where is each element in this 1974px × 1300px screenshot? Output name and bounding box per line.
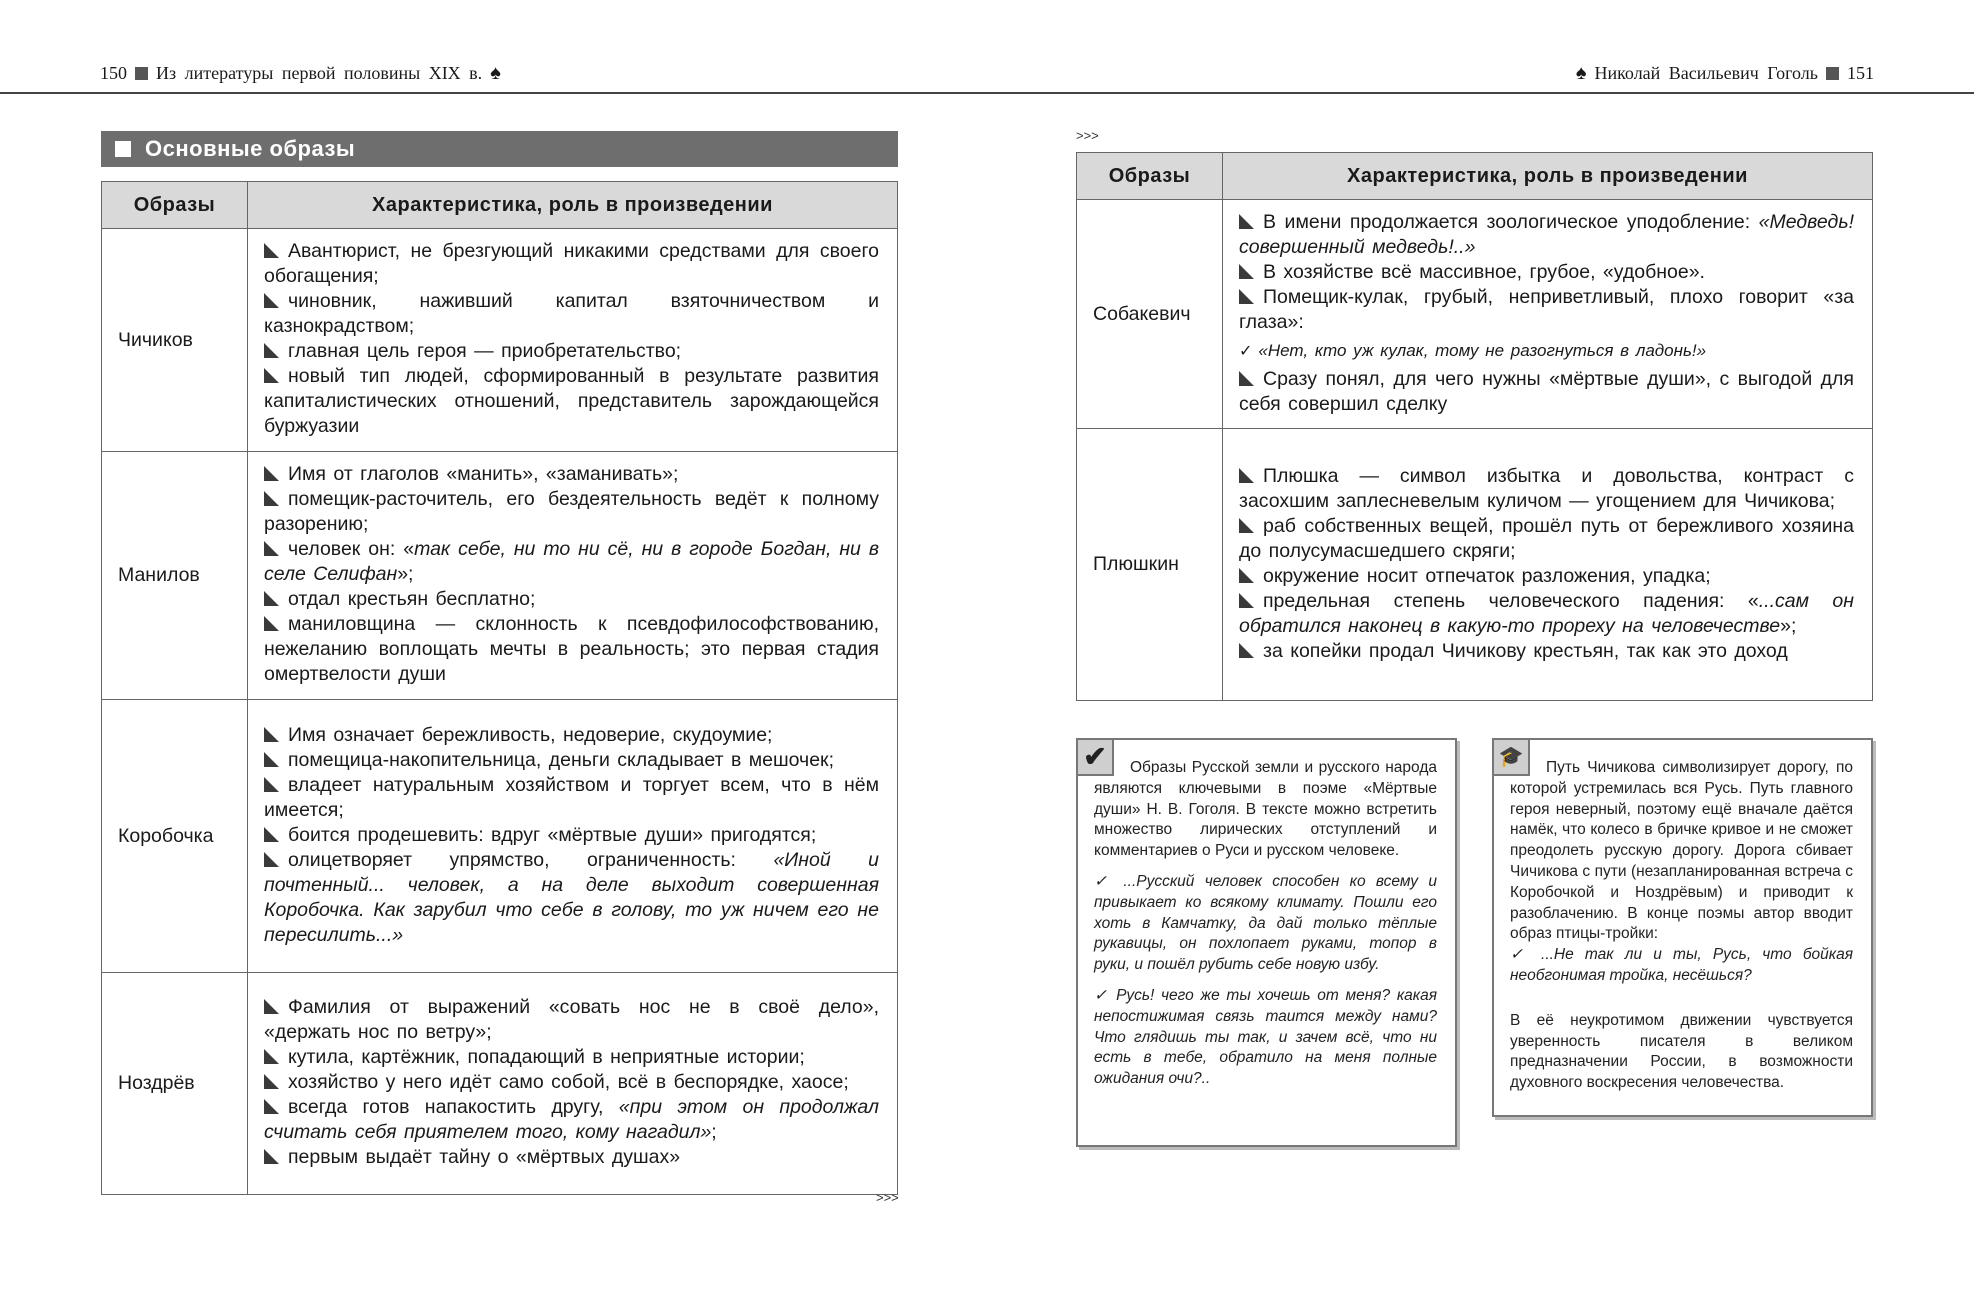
description-item [264,1096,879,1143]
character-description [248,973,898,1195]
item-text: Плюшка — символ избытка и довольства, контраст с засохшим заплесневелым куличом — угощением для Чичикова; [1239,464,1854,512]
character-name: Плюшкин [1077,429,1223,701]
table-row [102,452,898,700]
item-text: человек он: « [288,538,415,560]
bullet-triangle-icon [1239,518,1254,533]
quote-text: «Нет, кто уж кулак, тому не разогнуться в ладонь!» [1258,340,1707,360]
note-quote [1094,986,1437,1090]
item-text: Авантюрист, не брезгующий никакими средствами для своего обогащения; [264,240,879,287]
table-header-row [1077,153,1873,200]
character-name: Манилов [102,452,248,700]
bullet-triangle-icon [1239,593,1254,608]
bullet-triangle-icon [264,827,279,842]
description-item [264,365,879,437]
bullet-triangle-icon [264,616,279,631]
description-item [264,774,879,821]
item-text: за копейки продал Чичикову крестьян, так как это доход [1263,639,1788,662]
item-text: помещик-расточитель, его бездеятельность ведёт к полному разорению; [264,488,879,535]
note-quote [1094,872,1437,976]
character-name: Чичиков [102,229,248,452]
character-description [248,229,898,452]
description-item [1239,640,1788,662]
continue-mark: >>> [876,1190,899,1205]
column-header: Образы [1077,153,1223,200]
column-header: Образы [102,182,248,229]
item-text: чиновник, наживший капитал взяточничеством и казнокрадством; [264,290,879,337]
square-icon [115,141,131,157]
bullet-triangle-icon [264,1149,279,1164]
bullet-triangle-icon [264,852,279,867]
images-table-right [1076,152,1873,701]
section-heading [101,131,898,167]
description-item [264,996,879,1043]
description-item [264,1146,680,1168]
character-description [248,700,898,973]
page-number-left: 150 [100,63,127,83]
character-name: Коробочка [102,700,248,973]
quote-text: ...Не так ли и ты, Русь, что бойкая необгонимая тройка, несёшься? [1510,946,1853,984]
item-text: раб собственных вещей, прошёл путь от бережливого хозяина до полусумасшедшего скряги; [1239,514,1854,562]
bullet-triangle-icon [264,1074,279,1089]
note-intro: Образы Русской земли и русского народа являются ключевыми в поэме «Мёртвые души» Н. В. Гоголя. В тексте можно встретить множество лирических отступлений и комментариев о Руси и русском человеке. [1094,759,1437,860]
description-item [264,724,772,746]
table-row [102,229,898,452]
description-item [264,849,879,946]
check-icon: ✓ [1094,872,1113,890]
item-text: »; [397,563,414,585]
bullet-triangle-icon [1239,371,1254,386]
description-item [1239,261,1705,283]
item-text: Имя от глаголов «манить», «заманивать»; [288,463,679,485]
square-icon [135,67,148,80]
bullet-triangle-icon [1239,643,1254,658]
bullet-triangle-icon [1239,264,1254,279]
note-box-road [1492,738,1873,1117]
table-row [102,700,898,973]
quote-text: ...сам он обратился наконец в какую-то прореху на человечестве [1239,589,1854,637]
bullet-triangle-icon [1239,289,1254,304]
table-header-row [102,182,898,229]
running-title-right: Николай Васильевич Гоголь [1594,63,1818,83]
description-item [1239,338,1706,364]
description-item [264,749,834,771]
quote-text: Русь! чего же ты хочешь от меня? какая непостижимая связь таится между нами? Что глядишь ты так, и зачем всё, что ни есть в тебе, обратило на меня полные ожидания очи?.. [1094,986,1437,1088]
item-text: кутила, картёжник, попадающий в неприятные истории; [288,1046,805,1068]
quote-text: так себе, ни то ни сё, ни в городе Богдан, ни в селе Селифан [264,538,879,585]
graduation-cap-icon: 🎓 [1494,740,1530,776]
description-item [1239,286,1854,333]
description-item [1239,515,1854,562]
bullet-triangle-icon [264,368,279,383]
description-item [264,240,879,287]
item-text: Имя означает бережливость, недоверие, скудоумие; [288,723,773,746]
description-item [264,463,678,485]
item-text: отдал крестьян бесплатно; [288,588,536,610]
bullet-triangle-icon [264,1099,279,1114]
note-intro: Путь Чичикова символизирует дорогу, по которой устремилась вся Русь. Путь главного героя неверный, поэтому ещё вначале даётся намёк, что колесо в бричке кривое и не сможет преодолеть русскую дорогу. Дорога сбивает Чичикова с пути (незапланированная встреча с Коробочкой и Ноздрёвым) и приводит к разоблачению. В конце поэмы автор вводит образ птицы-тройки: [1510,759,1853,943]
quote-text: ...Русский человек способен ко всему и привыкает ко всякому климату. Пошли его хоть в Камчатку, да дай только тёплые рукавицы, он похлопает руками, топор в руки, и пошёл рубить себе новую избу. [1094,872,1437,974]
check-icon: ✓ [1239,342,1253,360]
note-quote [1510,945,1853,987]
bullet-triangle-icon [264,466,279,481]
description-item [1239,565,1711,587]
table-row [1077,200,1873,429]
running-title-left: Из литературы первой половины XIX в. [156,63,483,83]
description-item [264,290,879,337]
item-text: окружение носит отпечаток разложения, упадка; [1263,564,1711,587]
bullet-triangle-icon [264,727,279,742]
item-text: олицетворяет упрямство, ограниченность: [288,848,774,871]
bullet-triangle-icon [264,293,279,308]
item-text: хозяйство у него идёт само собой, всё в беспорядке, хаосе; [288,1071,849,1093]
table-row [102,973,898,1195]
item-text: предельная степень человеческого падения: « [1263,589,1759,612]
bullet-triangle-icon [264,541,279,556]
page-number-right: 151 [1847,63,1874,83]
table-row [1077,429,1873,701]
item-text: Фамилия от выражений «совать нос не в своё дело», «держать нос по ветру»; [264,996,879,1043]
bullet-triangle-icon [264,343,279,358]
bullet-triangle-icon [1239,568,1254,583]
bullet-triangle-icon [264,491,279,506]
description-item [264,340,681,362]
note-box-russia [1076,738,1457,1147]
description-item [264,613,879,685]
check-icon: ✓ [1094,986,1110,1004]
note-outro: В её неукротимом движении чувствуется уверенность писателя в великом предназначении России, в возможности духовного воскресения человечества. [1510,1011,1853,1092]
check-icon: ✓ [1510,946,1530,964]
item-text: первым выдаёт тайну о «мёртвых душах» [288,1146,681,1168]
item-text: Помещик-кулак, грубый, неприветливый, плохо говорит «за глаза»: [1239,285,1854,333]
item-text: Сразу понял, для чего нужны «мёртвые души», с выгодой для себя совершил сделку [1239,367,1854,415]
item-text: владеет натуральным хозяйством и торгует всем, что в нём имеется; [264,773,879,821]
item-text: помещица-накопительница, деньги складывает в мешочек; [288,748,834,771]
bullet-triangle-icon [264,999,279,1014]
header-left [100,62,501,85]
item-text: главная цель героя — приобретательство; [288,340,682,362]
item-text: ; [711,1121,717,1143]
images-table-left [101,181,898,1195]
character-description [1223,429,1873,701]
item-text: В имени продолжается зоологическое уподобление: [1263,210,1759,233]
bullet-triangle-icon [264,1049,279,1064]
quote-text: «Иной и почтенный... человек, а на деле выходит совершенная Коробочка. Как зарубил что себе в голову, то уж ничем его не пересилить...» [264,848,879,946]
description-item [264,588,535,610]
character-name: Ноздрёв [102,973,248,1195]
column-header: Характеристика, роль в произведении [1223,153,1873,200]
column-header: Характеристика, роль в произведении [248,182,898,229]
item-text: всегда готов напакостить другу, [288,1096,619,1118]
description-item [1239,211,1854,258]
quote-text: «при этом он продолжал считать себя приятелем того, кому нагадил» [264,1096,879,1143]
bullet-triangle-icon [1239,214,1254,229]
character-description [248,452,898,700]
bullet-triangle-icon [264,243,279,258]
continued-mark: >>> [1076,128,1099,143]
description-item [1239,465,1854,512]
quill-icon: ♠ [490,62,501,84]
bullet-triangle-icon [264,777,279,792]
header-right [1576,62,1874,85]
character-description [1223,200,1873,429]
character-name: Собакевич [1077,200,1223,429]
description-item [264,488,879,535]
item-text: маниловщина — склонность к псевдофилософствованию, нежеланию воплощать мечты в реальность; это первая стадия омертвелости души [264,613,879,685]
item-text: В хозяйстве всё массивное, грубое, «удобное». [1263,260,1705,283]
header-rule [0,92,1974,94]
description-item [264,824,816,846]
description-item [1239,368,1854,415]
description-item [1239,590,1854,637]
bullet-triangle-icon [264,752,279,767]
checkmark-icon: ✔ [1078,740,1114,776]
item-text: боится продешевить: вдруг «мёртвые души» пригодятся; [288,823,817,846]
description-item [264,1046,805,1068]
item-text: »; [1780,614,1797,637]
bullet-triangle-icon [264,591,279,606]
quote-text: «Медведь! совершенный медведь!..» [1239,210,1854,258]
description-item [264,538,879,585]
square-icon [1826,67,1839,80]
item-text: новый тип людей, сформированный в результате развития капиталистических отношений, представитель зарождающейся буржуазии [264,365,879,437]
description-item [264,1071,849,1093]
section-title: Основные образы [145,136,356,161]
bullet-triangle-icon [1239,468,1254,483]
quill-icon: ♠ [1575,62,1587,84]
